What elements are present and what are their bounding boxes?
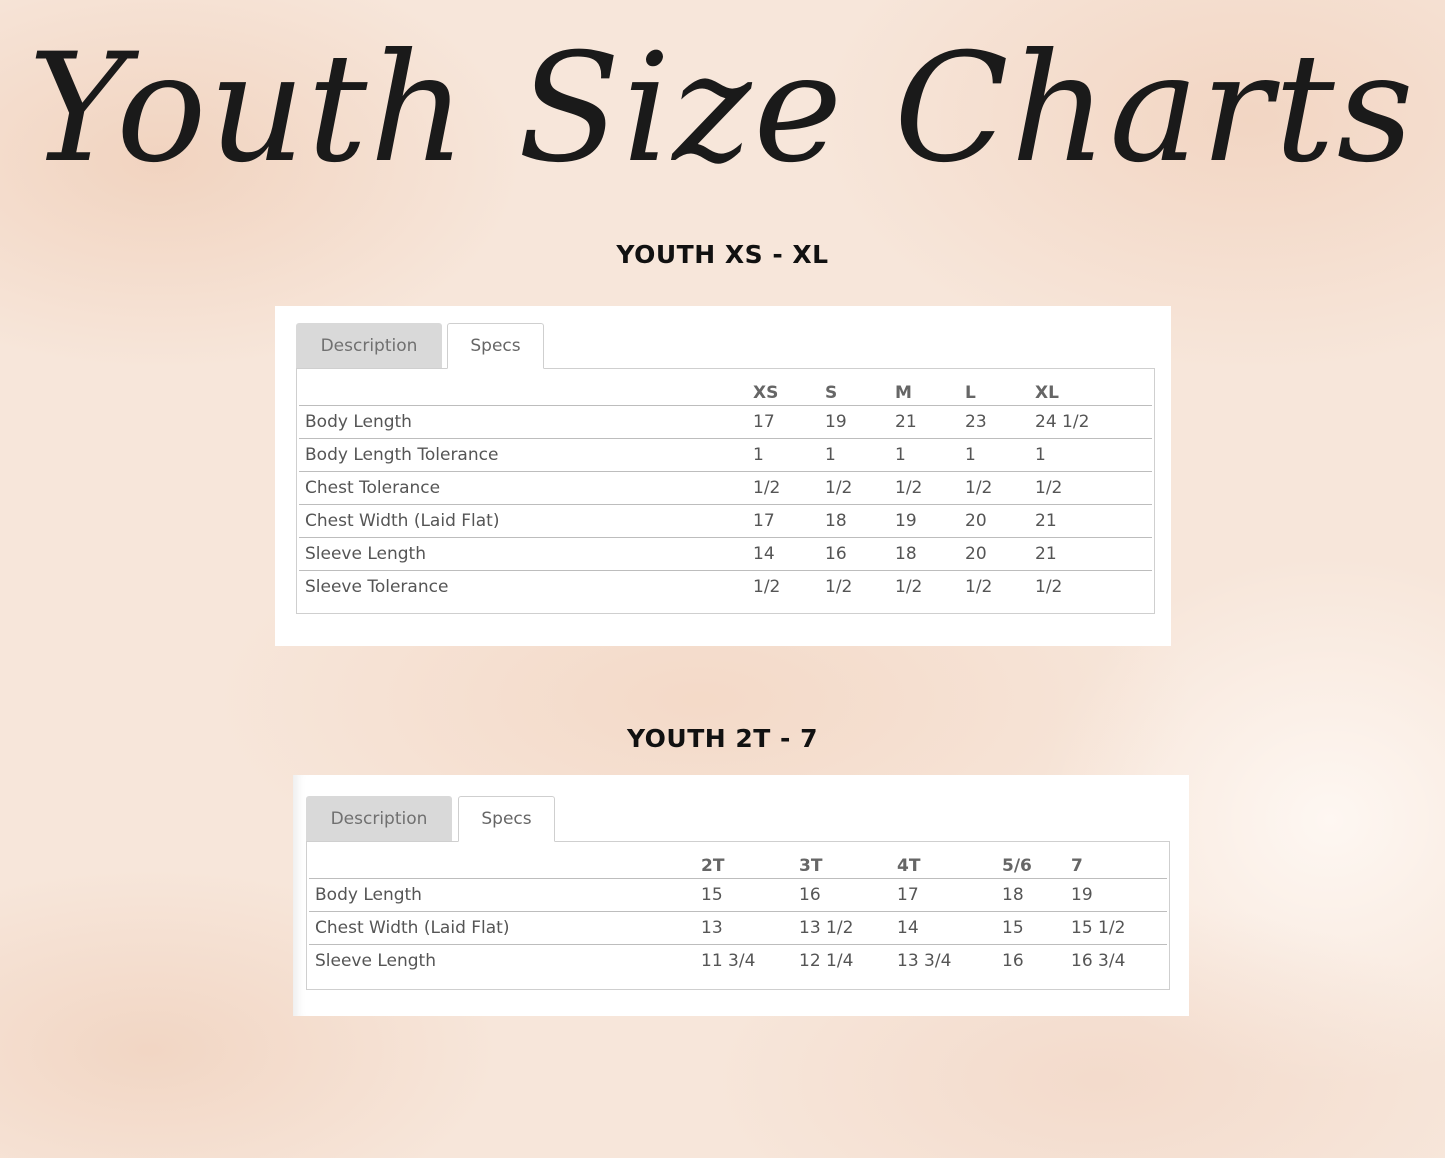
table-cell: 1/2: [1035, 577, 1063, 597]
table-cell: 1: [895, 439, 965, 472]
table-cell: 1/2: [965, 577, 993, 597]
table-cell: 14: [897, 912, 1002, 945]
table-cell: 1/2: [965, 472, 1035, 505]
row-label: Chest Width (Laid Flat): [299, 505, 753, 538]
tab-description[interactable]: Description: [296, 323, 442, 368]
table-row: [309, 945, 1167, 978]
table-cell: 11 3/4: [701, 951, 756, 971]
table-row: [299, 472, 1152, 505]
specs-table-xs-xl: [299, 369, 1152, 603]
table-cell: 19: [895, 505, 965, 538]
row-label: Sleeve Length: [315, 951, 436, 971]
table-cell: 1: [753, 439, 825, 472]
tab-description[interactable]: Description: [306, 796, 452, 841]
table-cell: 21: [1035, 505, 1152, 538]
table-cell: 15: [701, 879, 799, 912]
row-label: Chest Tolerance: [299, 472, 753, 505]
table-header-row: [299, 369, 1152, 406]
table-cell: 21: [1035, 538, 1152, 571]
size-panel-2t-7: [293, 775, 1189, 1016]
table-header-row: [309, 842, 1167, 879]
table-row: [299, 439, 1152, 472]
table-cell: 19: [825, 406, 895, 439]
column-header: XL: [1035, 369, 1152, 406]
row-label: Sleeve Length: [299, 538, 753, 571]
row-label: Chest Width (Laid Flat): [309, 912, 701, 945]
table-row: [309, 912, 1167, 945]
specs-table-box: [306, 841, 1170, 990]
column-header: 5/6: [1002, 842, 1071, 879]
table-cell: 1/2: [895, 472, 965, 505]
table-cell: 17: [753, 406, 825, 439]
table-cell: 1/2: [895, 577, 923, 597]
table-row: [309, 879, 1167, 912]
specs-table-2t-7: [309, 842, 1167, 977]
table-cell: 16: [825, 538, 895, 571]
table-cell: 13 3/4: [897, 951, 952, 971]
table-cell: 16: [799, 879, 897, 912]
table-cell: 14: [753, 538, 825, 571]
column-header: S: [825, 369, 895, 406]
row-label: Body Length: [309, 879, 701, 912]
column-header: L: [965, 369, 1035, 406]
specs-table-box: [296, 368, 1155, 614]
table-cell: 19: [1071, 879, 1167, 912]
table-cell: 15: [1002, 912, 1071, 945]
row-label: Body Length: [299, 406, 753, 439]
table-cell: 18: [895, 538, 965, 571]
table-cell: 18: [825, 505, 895, 538]
table-cell: 18: [1002, 879, 1071, 912]
page-title-text: Youth Size Charts: [28, 22, 1416, 196]
table-cell: 12 1/4: [799, 951, 854, 971]
column-header: XS: [753, 369, 825, 406]
table-cell: 20: [965, 538, 1035, 571]
table-cell: 13 1/2: [799, 912, 897, 945]
table-cell: 21: [895, 406, 965, 439]
table-cell: 20: [965, 505, 1035, 538]
section-title-xs-xl: YOUTH XS - XL: [616, 240, 829, 269]
table-cell: 17: [753, 505, 825, 538]
table-cell: 1: [965, 439, 1035, 472]
table-cell: 1/2: [1035, 472, 1152, 505]
table-cell: 15 1/2: [1071, 912, 1167, 945]
tab-specs[interactable]: Specs: [458, 796, 555, 842]
table-cell: 23: [965, 406, 1035, 439]
table-cell: 1/2: [825, 472, 895, 505]
section-title-2t-7: YOUTH 2T - 7: [626, 724, 819, 753]
page-title: [0, 20, 1445, 200]
column-header: M: [895, 369, 965, 406]
table-cell: 1/2: [753, 577, 781, 597]
column-header: 3T: [799, 842, 897, 879]
table-cell: 16 3/4: [1071, 951, 1126, 971]
row-label: Body Length Tolerance: [299, 439, 753, 472]
table-row: [299, 406, 1152, 439]
table-cell: 16: [1002, 951, 1024, 971]
table-cell: 1/2: [825, 577, 853, 597]
table-cell: 13: [701, 912, 799, 945]
size-panel-xs-xl: [275, 306, 1171, 646]
table-cell: 1: [1035, 439, 1152, 472]
table-cell: 1: [825, 439, 895, 472]
table-row: [299, 571, 1152, 604]
table-cell: 1/2: [753, 472, 825, 505]
tab-specs[interactable]: Specs: [447, 323, 544, 369]
table-row: [299, 505, 1152, 538]
column-header: 4T: [897, 842, 1002, 879]
table-cell: 17: [897, 879, 1002, 912]
row-label: Sleeve Tolerance: [305, 577, 449, 597]
table-row: [299, 538, 1152, 571]
column-header: 7: [1071, 842, 1167, 879]
header-blank: [299, 369, 753, 406]
column-header: 2T: [701, 842, 799, 879]
table-cell: 24 1/2: [1035, 406, 1152, 439]
header-blank: [309, 842, 701, 879]
